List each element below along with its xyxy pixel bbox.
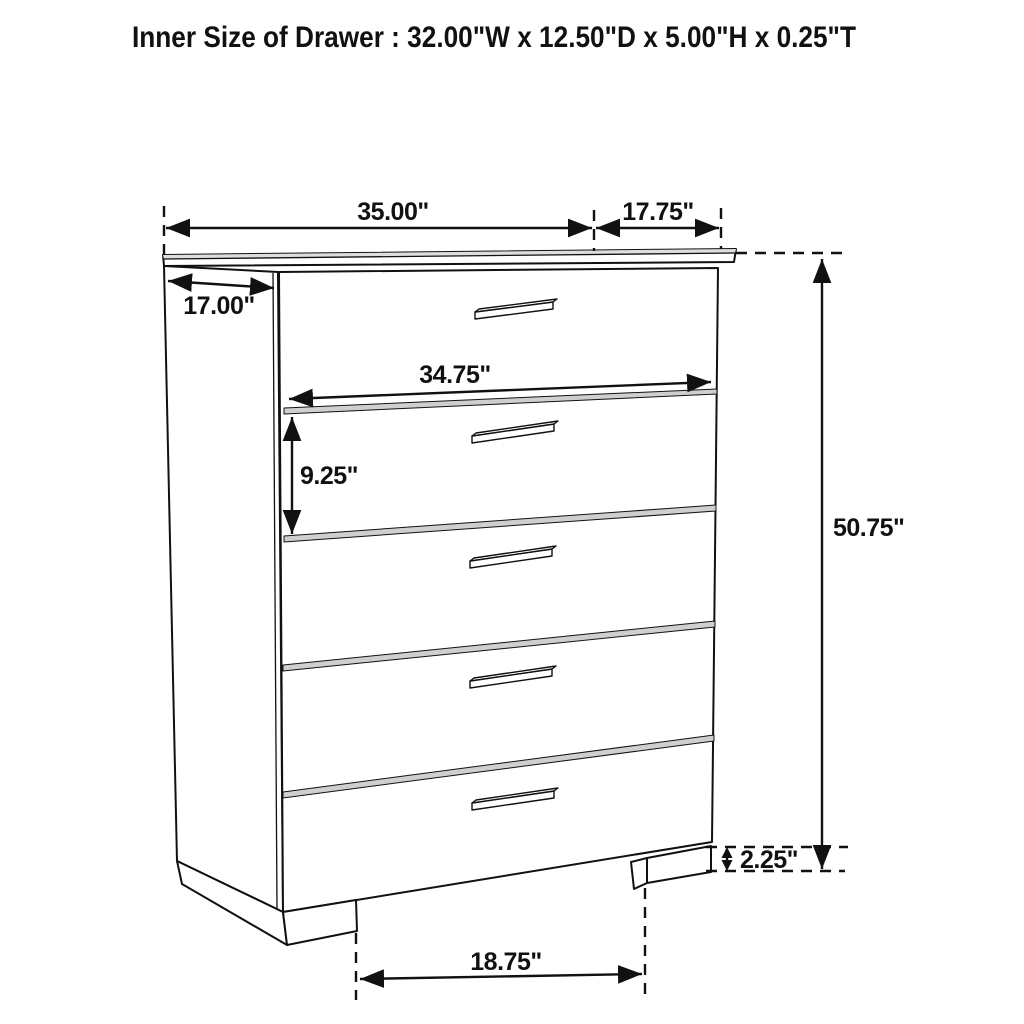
dim-label-feet-spacing: 18.75" [470,948,542,976]
dim-label-top-depth: 17.75" [622,198,694,226]
dim-label-overall-height: 50.75" [833,514,905,542]
cabinet-front-face [279,268,718,912]
dim-label-drawer-width: 34.75" [419,361,491,389]
right-foot-side-face [631,858,647,889]
cabinet-side-panel [164,266,283,912]
dim-label-top-width: 35.00" [357,198,429,226]
dim-label-side-depth: 17.00" [183,292,255,320]
page-title: Inner Size of Drawer : 32.00"W x 12.50"D x 5.00"H x 0.25"T [132,21,856,54]
chest-drawing [163,249,736,945]
dim-label-drawer-height: 9.25" [300,462,359,490]
dim-arrow-base-height [722,847,733,871]
dim-label-base-height: 2.25" [740,846,799,874]
